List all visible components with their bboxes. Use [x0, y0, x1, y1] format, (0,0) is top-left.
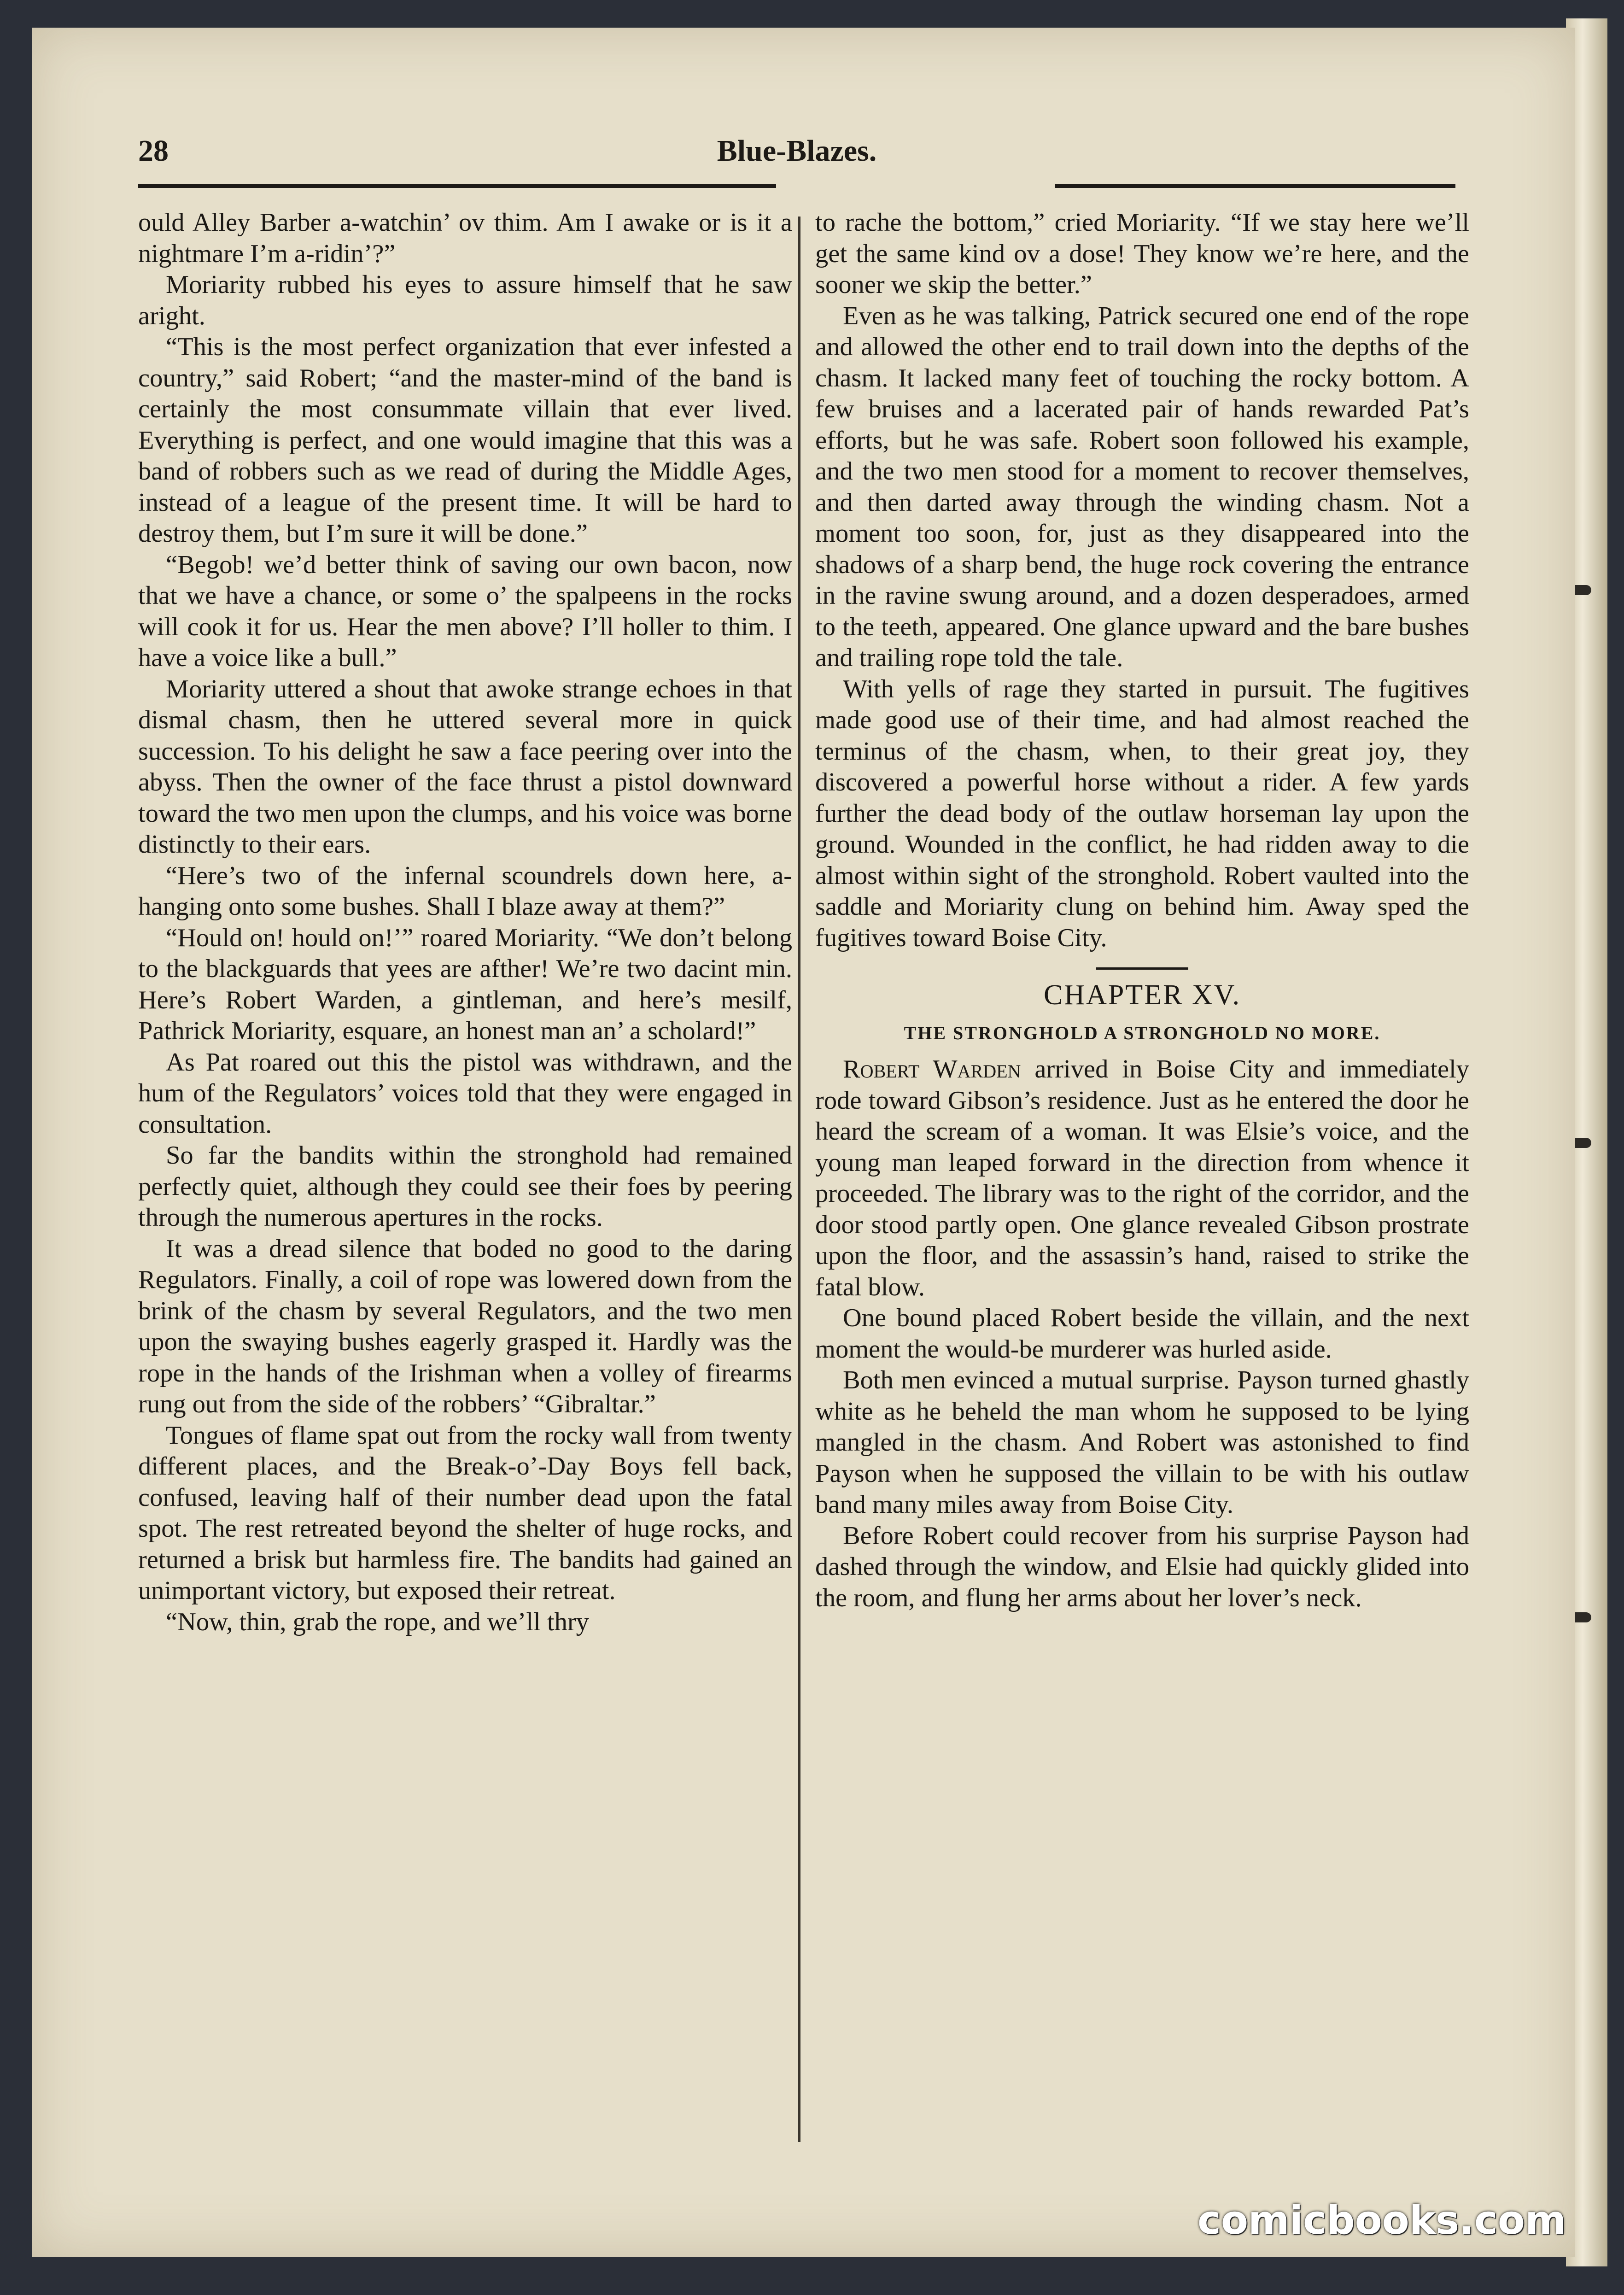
chapter-rule	[1096, 967, 1188, 970]
right-column	[815, 207, 1469, 1614]
column-divider	[798, 217, 800, 2142]
watermark: comicbooks.com	[1198, 2197, 1566, 2243]
paragraph: “Now, thin, grab the rope, and we’ll thry	[166, 1607, 589, 1636]
header-rule-right	[1055, 184, 1455, 188]
page-header	[138, 134, 1455, 184]
chapter-subtitle: THE STRONGHOLD A STRONGHOLD NO MORE.	[904, 1022, 1381, 1043]
paragraph: One bound placed Robert beside the villain, and the next moment the would-be murderer was hurled aside.	[815, 1304, 1469, 1364]
paragraph: Even as he was talking, Patrick secured one end of the rope and allowed the other end to trail down into the depths of the chasm. It lacked many feet of touching the rocky bottom. A few bruises and a lacerated pair of hands rewarded Pat’s efforts, but he was safe. Robert soon followed his example, and the two men stood for a moment to recover themselves, and then darted away through the winding chasm. Not a moment too soon, for, just as they disappeared into the shadows of a sharp bend, the huge rock covering the entrance in the ravine swung around, and a dozen desperadoes, armed to the teeth, appeared. One glance upward and the bare bushes and trailing rope told the tale.	[815, 301, 1469, 672]
paragraph: So far the bandits within the stronghold had remained perfectly quiet, although they could see their foes by peering through the numerous apertures in the rocks.	[138, 1141, 792, 1232]
paragraph: As Pat roared out this the pistol was withdrawn, and the hum of the Regulators’ voices told that they were engaged in consultation.	[138, 1048, 792, 1139]
left-column	[138, 207, 792, 1638]
chapter-opening-text: arrived in Boise City and immediately rode toward Gibson’s residence. Just as he entered the door he heard the scream of a woman. It was Elsie’s voice, and the young man leaped forward in the direction from whence it proceeded. The library was to the right of the corridor, and the door stood partly open. One glance revealed Gibson prostrate upon the floor, and the assassin’s hand, raised to strike the fatal blow.	[815, 1055, 1469, 1301]
paragraph: to rache the bottom,” cried Moriarity. “If we stay here we’ll get the same kind ov a dose! They know we’re here, and the sooner we skip the better.”	[815, 208, 1469, 299]
chapter-opening-paragraph	[815, 1054, 1469, 1303]
paragraph: Tongues of flame spat out from the rocky wall from twenty different places, and the Break-o’-Day Boys fell back, confused, leaving half of their number dead upon the fatal spot. The rest retreated beyond the shelter of huge rocks, and returned a brisk but harmless fire. The bandits had gained an unimportant victory, but exposed their retreat.	[138, 1421, 792, 1605]
paragraph: Both men evinced a mutual surprise. Payson turned ghastly white as he beheld the man whom he supposed to be lying mangled in the chasm. And Robert was astonished to find Payson when he supposed the villain to be with his outlaw band many miles away from Boise City.	[815, 1366, 1469, 1519]
header-rule-left	[138, 184, 776, 188]
paragraph: Before Robert could recover from his surprise Payson had dashed through the window, and Elsie had quickly glided into the room, and flung her arms about her lover’s neck.	[815, 1521, 1469, 1612]
paragraph: With yells of rage they started in pursuit. The fugitives made good use of their time, and had almost reached the terminus of the chasm, when, to their great joy, they discovered a powerful horse without a rider. A few yards further the dead body of the outlaw horseman lay upon the ground. Wounded in the conflict, he had ridden away to die almost within sight of the stronghold. Robert vaulted into the saddle and Moriarity clung on behind him. Away sped the fugitives toward Boise City.	[815, 674, 1469, 952]
running-title: Blue-Blazes.	[717, 134, 877, 168]
paragraph: “This is the most perfect organization that ever infested a country,” said Robert; “and the master-mind of the band is certainly the most consummate villain that ever lived. Everything is perfect, and one would imagine that this was a band of robbers such as we read of during the Middle Ages, instead of a league of the present time. It will be hard to destroy them, but I’m sure it will be done.”	[138, 333, 792, 548]
paragraph: ould Alley Barber a-watchin’ ov thim. Am I awake or is it a nightmare I’m a-ridin’?”	[138, 208, 792, 268]
chapter-lead-name: Robert Warden	[843, 1055, 1021, 1083]
paragraph: “Hould on! hould on!’” roared Moriarity. “We don’t belong to the blackguards that yees are afther! We’re two dacint min. Here’s Robert Warden, a gintleman, and here’s mesilf, Pathrick Moriarity, esquare, an honest man an’ a scholard!”	[138, 923, 792, 1045]
chapter-title: CHAPTER XV.	[1043, 979, 1241, 1011]
paragraph: “Begob! we’d better think of saving our own bacon, now that we have a chance, or some o’ the spalpeens in the rocks will cook it for us. Hear the men above? I’ll holler to thim. I have a voice like a bull.”	[138, 550, 792, 672]
paragraph: Moriarity uttered a shout that awoke strange echoes in that dismal chasm, then he uttered several more in quick succession. To his delight he saw a face peering over into the abyss. Then the owner of the face thrust a pistol downward toward the two men upon the clumps, and his voice was borne distinctly to their ears.	[138, 674, 792, 859]
paragraph: Moriarity rubbed his eyes to assure himself that he saw aright.	[138, 270, 792, 330]
page-number: 28	[138, 134, 169, 168]
paragraph: “Here’s two of the infernal scoundrels down here, a-hanging onto some bushes. Shall I blaze away at them?”	[138, 861, 792, 921]
paragraph: It was a dread silence that boded no good to the daring Regulators. Finally, a coil of rope was lowered down from the brink of the chasm by several Regulators, and the two men upon the swaying bushes eagerly grasped it. Hardly was the rope in the hands of the Irishman when a volley of firearms rung out from the side of the robbers’ “Gibraltar.”	[138, 1234, 792, 1418]
